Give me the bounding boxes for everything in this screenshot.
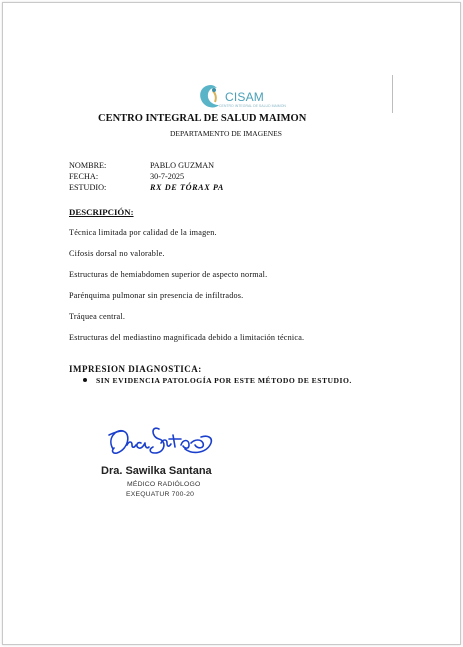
doctor-name: Dra. Sawilka Santana [101,465,212,477]
study-label: ESTUDIO: [69,183,107,192]
description-line: Parénquima pulmonar sin presencia de infiltrados. [69,291,244,300]
description-line: Cifosis dorsal no valorable. [69,249,165,258]
description-title: DESCRIPCIÓN: [69,207,134,217]
impression-item [83,376,352,385]
date-value: 30-7-2025 [150,172,185,181]
impression-item-text: SIN EVIDENCIA PATOLOGÍA POR ESTE MÉTODO DE ESTUDIO. [96,376,352,385]
organization-title: CENTRO INTEGRAL DE SALUD MAIMON [98,113,307,124]
impression-title: IMPRESION DIAGNOSTICA: [69,364,202,374]
doctor-role: MÉDICO RADIÓLOGO [127,481,201,488]
date-label: FECHA: [69,172,99,181]
margin-line [392,75,393,113]
name-value: PABLO GUZMAN [150,161,215,170]
logo-tagline: CENTRO INTEGRAL DE SALUD MAIMON [219,104,286,108]
handwritten-signature [101,415,221,471]
bullet-icon [83,378,87,382]
doctor-exequatur: EXEQUATUR 700-20 [126,491,195,498]
description-line: Técnica limitada por calidad de la imagen. [69,228,217,237]
logo-wordmark: CISAM [225,90,265,104]
study-value: RX DE TÓRAX PA [150,183,224,192]
document-page [2,2,461,645]
department-title: DEPARTAMENTO DE IMAGENES [170,129,282,138]
description-line: Tráquea central. [69,312,126,321]
description-line: Estructuras del mediastino magnificada debido a limitación técnica. [69,333,305,342]
description-line: Estructuras de hemiabdomen superior de aspecto normal. [69,270,268,279]
name-label: NOMBRE: [69,161,107,170]
